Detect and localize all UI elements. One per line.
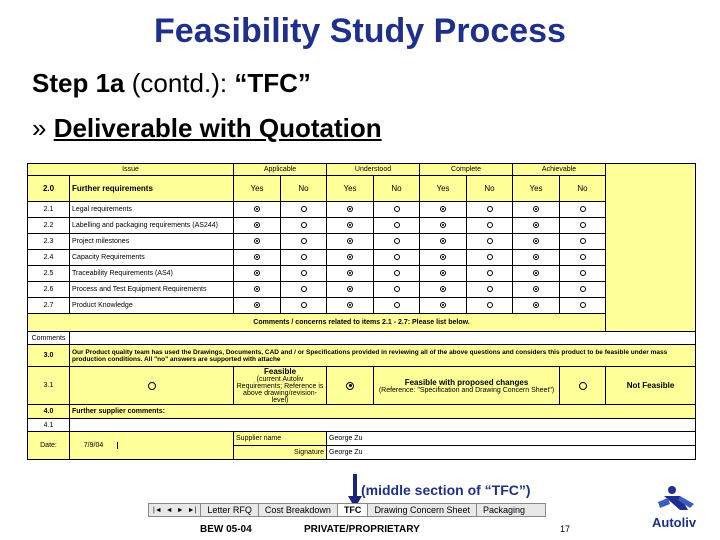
row-4-1 [28, 419, 696, 432]
radio-yes-selected[interactable] [347, 206, 353, 212]
radio-no[interactable] [394, 238, 400, 244]
row-label: Legal requirements [70, 202, 234, 218]
table-row [28, 202, 696, 218]
subheader-label: Further requirements [70, 176, 234, 202]
radio-no[interactable] [394, 222, 400, 228]
step-label: Step 1a [32, 68, 125, 98]
radio-yes-selected[interactable] [533, 270, 539, 276]
row-num: 2.2 [28, 218, 70, 234]
radio-no[interactable] [301, 222, 307, 228]
date-value: 7/9/04 [70, 442, 118, 449]
prev-sheet-icon[interactable]: ◄ [165, 506, 173, 514]
fwpc-sub: (Reference: "Specification and Drawing Concern Sheet") [378, 386, 555, 394]
row-3-1 [28, 367, 696, 405]
yes-understood: Yes [327, 176, 374, 202]
footer-proprietary: PRIVATE/PROPRIETARY [304, 524, 420, 535]
radio-yes-selected[interactable] [533, 254, 539, 260]
row-num: 3.1 [28, 367, 70, 405]
table-row [28, 218, 696, 234]
supplier-row [28, 432, 696, 446]
radio-no[interactable] [487, 238, 493, 244]
radio-no[interactable] [487, 270, 493, 276]
radio-no[interactable] [301, 206, 307, 212]
radio-yes-selected[interactable] [347, 238, 353, 244]
feasible-option [234, 367, 327, 405]
radio-no[interactable] [487, 222, 493, 228]
row-4-0 [28, 405, 696, 419]
radio-no[interactable] [394, 302, 400, 308]
radio-no[interactable] [580, 238, 586, 244]
radio-yes-selected[interactable] [347, 302, 353, 308]
radio-yes-selected[interactable] [347, 254, 353, 260]
comments-header: Comments / concerns related to items 2.1 - 2.7: Please list below. [28, 314, 696, 332]
table-row [28, 266, 696, 282]
radio-no[interactable] [580, 206, 586, 212]
tab-letter-rfq[interactable]: Letter RFQ [200, 504, 258, 516]
radio-no[interactable] [580, 286, 586, 292]
radio-yes-selected[interactable] [347, 222, 353, 228]
tab-drawing-concern-sheet[interactable]: Drawing Concern Sheet [367, 504, 476, 516]
tab-packaging[interactable]: Packaging [476, 504, 531, 516]
radio-no[interactable] [487, 286, 493, 292]
subheader-row [28, 176, 696, 202]
yes-complete: Yes [420, 176, 467, 202]
comments-label: Comments [28, 332, 70, 345]
header-issue: Issue [28, 164, 234, 176]
header-understood: Understood [327, 164, 420, 176]
table-header-row [28, 164, 696, 176]
table-row [28, 298, 696, 314]
step-contd: (contd.): [124, 68, 235, 98]
radio-yes-selected[interactable] [254, 286, 260, 292]
radio-no[interactable] [394, 286, 400, 292]
radio-yes-selected[interactable] [533, 222, 539, 228]
supplier-value[interactable]: George Zu [327, 432, 696, 446]
radio-yes-selected[interactable] [254, 222, 260, 228]
radio-yes-selected[interactable] [440, 302, 446, 308]
row-label: Capacity Requirements [70, 250, 234, 266]
radio-no[interactable] [301, 238, 307, 244]
header-applicable: Applicable [234, 164, 327, 176]
fwpc-option [374, 367, 560, 405]
radio-no[interactable] [301, 286, 307, 292]
signature-label: Signature [234, 446, 327, 460]
header-achievable: Achievable [513, 164, 606, 176]
radio-yes-selected[interactable] [254, 270, 260, 276]
table-row [28, 282, 696, 298]
comments-row [28, 332, 696, 345]
row-num: 2.6 [28, 282, 70, 298]
radio-no[interactable] [580, 270, 586, 276]
radio-yes-selected[interactable] [533, 302, 539, 308]
radio-yes-selected[interactable] [533, 206, 539, 212]
yes-applicable: Yes [234, 176, 281, 202]
row-3-0 [28, 345, 696, 367]
radio-yes-selected[interactable] [254, 206, 260, 212]
sheet-tab-bar [148, 503, 546, 517]
footer-code: BEW 05-04 [200, 524, 252, 535]
row-label: Process and Test Equipment Requirements [70, 282, 234, 298]
logo-text: Autoliv [652, 515, 697, 530]
row-num: 2.5 [28, 266, 70, 282]
no-applicable: No [281, 176, 327, 202]
first-sheet-icon[interactable]: |◄ [153, 506, 162, 514]
radio-yes-selected[interactable] [533, 238, 539, 244]
yes-achievable: Yes [513, 176, 560, 202]
radio-yes-selected[interactable] [440, 222, 446, 228]
step-heading [32, 68, 311, 99]
supplier-comments-label: Further supplier comments: [70, 405, 696, 419]
tab-scroll-controls [149, 507, 200, 514]
radio-no[interactable] [394, 254, 400, 260]
date-cell [70, 432, 234, 460]
row-label: Traceability Requirements (AS4) [70, 266, 234, 282]
no-complete: No [467, 176, 513, 202]
tfc-table [27, 163, 696, 460]
not-feasible-label: Not Feasible [606, 367, 696, 405]
row-label: Product Knowledge [70, 298, 234, 314]
row-num: 2.3 [28, 234, 70, 250]
radio-yes-selected[interactable] [254, 238, 260, 244]
radio-no[interactable] [580, 302, 586, 308]
radio-yes-selected[interactable] [440, 238, 446, 244]
fwpc-title: Feasible with proposed changes [404, 377, 529, 387]
date-label: Date: [28, 432, 70, 460]
row-num: 3.0 [28, 345, 70, 367]
radio-no[interactable] [487, 254, 493, 260]
feasible-sub: (current Autoliv Requirements; Reference is above drawing/revision-level) [236, 376, 324, 404]
page-number: 17 [560, 524, 571, 534]
tab-tfc[interactable]: TFC [337, 504, 368, 516]
radio-yes-selected[interactable] [440, 254, 446, 260]
radio-not-feasible[interactable] [579, 382, 587, 390]
table-row [28, 250, 696, 266]
radio-no[interactable] [394, 206, 400, 212]
row-num: 2.1 [28, 202, 70, 218]
row-num: 4.1 [28, 419, 70, 432]
table-row [28, 234, 696, 250]
radio-yes-selected[interactable] [440, 270, 446, 276]
no-understood: No [374, 176, 420, 202]
radio-no[interactable] [580, 254, 586, 260]
page-title: Feasibility Study Process [154, 12, 566, 50]
deliverable-bullet: » [32, 113, 54, 143]
radio-no[interactable] [487, 302, 493, 308]
radio-yes-selected[interactable] [440, 286, 446, 292]
header-complete: Complete [420, 164, 513, 176]
tab-cost-breakdown[interactable]: Cost Breakdown [258, 504, 337, 516]
radio-yes-selected[interactable] [254, 302, 260, 308]
no-achievable: No [560, 176, 606, 202]
row-num: 2.7 [28, 298, 70, 314]
radio-no[interactable] [394, 270, 400, 276]
radio-no[interactable] [580, 222, 586, 228]
deliverable-text: Deliverable with Quotation [53, 113, 382, 143]
radio-feasible[interactable] [148, 382, 156, 390]
radio-no[interactable] [301, 254, 307, 260]
radio-yes-selected[interactable] [254, 254, 260, 260]
subheader-num: 2.0 [28, 176, 70, 202]
row-label: Project milestones [70, 234, 234, 250]
radio-feasible-with-changes-selected[interactable] [346, 382, 354, 390]
radio-yes-selected[interactable] [347, 286, 353, 292]
comments-field[interactable] [70, 332, 696, 345]
comments-header-row [28, 314, 696, 332]
radio-no[interactable] [487, 206, 493, 212]
step-quote: “TFC” [234, 68, 311, 98]
deliverable-heading [32, 113, 382, 144]
middle-section-note: (middle section of “TFC”) [361, 482, 531, 498]
radio-yes-selected[interactable] [440, 206, 446, 212]
row-label: Labelling and packaging requirements (AS244) [70, 218, 234, 234]
row-num: 4.0 [28, 405, 70, 419]
supplier-label: Supplier name [234, 432, 327, 446]
feasible-title: Feasible [264, 367, 297, 376]
radio-yes-selected[interactable] [347, 270, 353, 276]
feasibility-statement: Our Product quality team has used the Drawings, Documents, CAD and / or Specifications provided in reviewing all of the above questions and considers this product to be feasible under mass production conditions. All "no" answers are supported with attache [70, 345, 696, 367]
supplier-comments-field[interactable] [70, 419, 696, 432]
radio-no[interactable] [301, 302, 307, 308]
next-sheet-icon[interactable]: ► [176, 506, 184, 514]
last-sheet-icon[interactable]: ►| [187, 506, 197, 514]
row-num: 2.4 [28, 250, 70, 266]
radio-yes-selected[interactable] [533, 286, 539, 292]
radio-no[interactable] [301, 270, 307, 276]
signature-value[interactable]: George Zu [327, 446, 696, 460]
side-blank [606, 164, 696, 332]
